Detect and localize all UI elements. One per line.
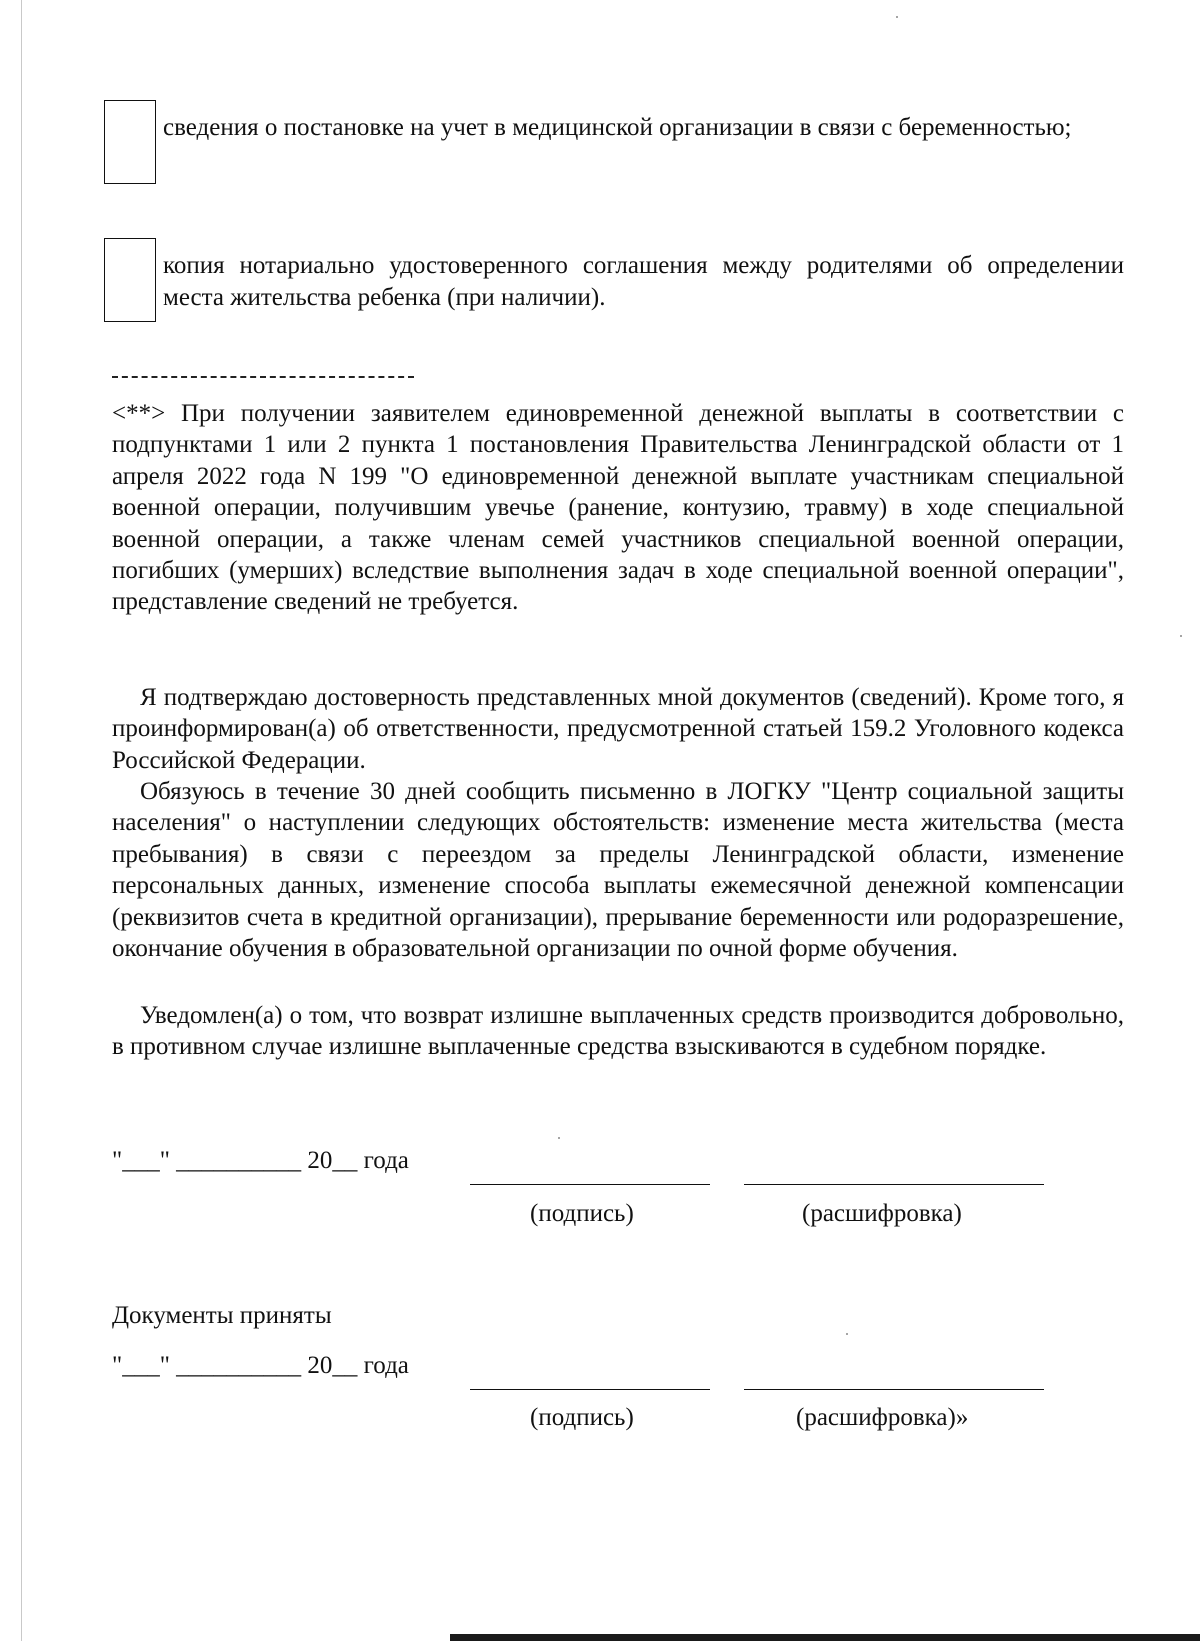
accepted-date-line: "___" __________ 20__ года [112,1352,409,1379]
scan-speck [846,1333,848,1335]
accepted-transcript-line[interactable] [744,1389,1044,1390]
declaration-obligation: Обязуюсь в течение 30 дней сообщить письменно в ЛОГКУ "Центр социальной защиты населения" о наступлении следующих обстоятельств: изменение места жительства (места пребывания) в связи с переездом за пределы Ленинградской области, изменение персональных данных, изменение способа выплаты ежемесячной денежной компенсации (реквизитов счета в кредитной организации), прерывание беременности или родоразрешение, окончание обучения в образовательной организации по очной форме обучения. [112,778,1124,963]
applicant-signature-line[interactable] [470,1184,710,1185]
scan-edge-left [21,0,22,1641]
applicant-transcript-caption: (расшифровка) [802,1200,962,1227]
scan-speck [896,16,898,18]
footnote-separator [112,376,414,378]
checklist-item-text: сведения о постановке на учет в медицинской организации в связи с беременностью; [163,114,1072,141]
declaration-confirmation: Я подтверждаю достоверность представленных мной документов (сведений). Кроме того, я проинформирован(а) об ответственности, предусмотренной статьей 159.2 Уголовного кодекса Российской Федерации. [112,684,1124,774]
accepted-signature-caption: (подпись) [530,1404,634,1431]
declaration-refund-notice: Уведомлен(а) о том, что возврат излишне выплаченных средств производится добровольно, в противном случае излишне выплаченные средства взыскиваются в судебном порядке. [112,1002,1124,1061]
applicant-transcript-line[interactable] [744,1184,1044,1185]
checkbox[interactable] [104,100,156,184]
applicant-signature-caption: (подпись) [530,1200,634,1227]
documents-accepted-heading: Документы приняты [112,1302,332,1329]
applicant-date-line: "___" __________ 20__ года [112,1147,409,1174]
scan-edge-bottom [450,1634,1200,1641]
checklist-item-text: копия нотариально удостоверенного соглашения между родителями об определении места жительства ребенка (при наличии). [163,252,1124,311]
scan-speck [558,1137,560,1139]
checkbox[interactable] [104,238,156,322]
accepted-transcript-caption: (расшифровка)» [796,1404,969,1431]
scan-speck [1180,635,1182,637]
footnote-text: <**> При получении заявителем единовременной денежной выплаты в соответствии с подпунктами 1 или 2 пункта 1 постановления Правительства Ленинградской области от 1 апреля 2022 года N 199 "О единовременной денежной выплате участникам специальной военной операции, получившим увечье (ранение, контузию, травму) в ходе специальной военной операции, а также членам семей участников специальной военной операции, погибших (умерших) вследствие выполнения задач в ходе специальной военной операции", представление сведений не требуется. [112,400,1124,616]
accepted-signature-line[interactable] [470,1389,710,1390]
